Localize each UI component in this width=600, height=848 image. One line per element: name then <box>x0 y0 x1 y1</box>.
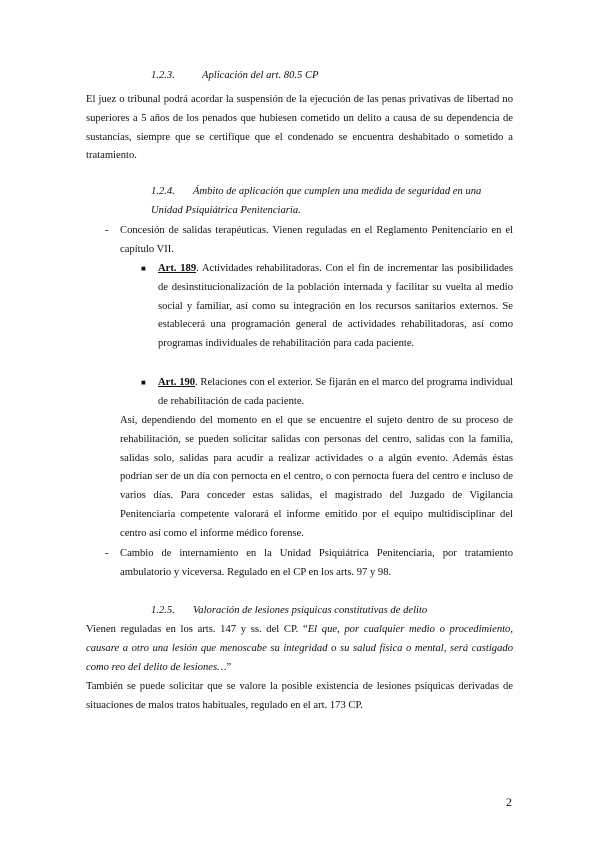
section-number: 1.2.5. <box>151 605 175 616</box>
article-ref: Art. 189 <box>158 263 197 274</box>
section-heading-1-2-4 <box>151 183 513 221</box>
paragraph-text: Vienen reguladas en los arts. 147 y ss. del CP. “ <box>86 624 308 635</box>
section-number: 1.2.4. <box>151 186 175 197</box>
subbullet-art-189 <box>158 260 513 354</box>
bullet-salidas-terapeuticas: Concesión de salidas terapéuticas. Vienen reguladas en el Reglamento Penitenciario en el capítulo VII. <box>120 225 513 255</box>
subbullet-square: ■ <box>141 264 146 273</box>
bullet-cambio-internamiento: Cambio de internamiento en la Unidad Psiquiátrica Penitenciaria, por tratamiento ambulatorio y viceversa. Regulado en el CP en los arts. 97 y 98. <box>120 548 513 578</box>
article-text: . Actividades rehabilitadoras. Con el fin de incrementar las posibilidades de desinstitucionalización de la población internada y facilitar su vuelta al medio social y familiar, así como su integración en los recursos sanitarios externos. Se establecerá una programación general de actividades rehabilitadoras, así como programas individuales de rehabilitación para cada paciente. <box>158 263 513 350</box>
section-number: 1.2.3. <box>151 70 175 81</box>
article-ref: Art. 190 <box>158 377 196 388</box>
section-title: Aplicación del art. 80.5 CP <box>202 70 319 81</box>
paragraph-lesiones <box>86 621 513 677</box>
subbullet-square: ■ <box>141 378 146 387</box>
bullet-dash: - <box>105 225 109 236</box>
section-title: Valoración de lesiones psíquicas constitutivas de delito <box>193 605 428 616</box>
quote-close: ” <box>226 661 232 673</box>
paragraph-salidas: Así, dependiendo del momento en el que se encuentre el sujeto dentro de su proceso de rehabilitación, se pueden solicitar salidas con personas del centro, salidas con la familia, salidas solo, salidas para acudir a realizar actividades o a algún evento. Además éstas podrían ser de un día con pernocta en el centro, o con pernocta fuera del centro e incluso de varios días. Para conceder estas salidas, el magistrado del Juzgado de Vigilancia Penitenciaria competente valorará el informe emitido por el equipo multidisciplinar del centro así como el informe médico forense. <box>120 415 513 539</box>
legal-quote: El que, por cualquier medio o procedimiento, causare a otro una lesión que menoscabe su integridad o su salud física o mental, será castigado como reo del delito de lesiones… <box>86 624 514 673</box>
bullet-dash: - <box>105 548 109 559</box>
section-title: Ámbito de aplicación que cumplen una medida de seguridad en una Unidad Psiquiátrica Penitenciaria. <box>151 186 482 216</box>
section-heading-1-2-5 <box>151 602 427 621</box>
article-text: . Relaciones con el exterior. Se fijarán en el marco del programa individual de rehabilitación de cada paciente. <box>158 377 513 407</box>
paragraph-suspension: El juez o tribunal podrá acordar la suspensión de la ejecución de las penas privativas de libertad no superiores a 5 años de los penados que hubiesen cometido un delito a causa de su dependencia de sustancias, siempre que se certifique que el condenado se encuentra deshabitado o sometido a tratamiento. <box>86 94 513 162</box>
paragraph-malos-tratos: También se puede solicitar que se valore la posible existencia de lesiones psíquicas derivadas de situaciones de malos tratos habituales, regulado en el art. 173 CP. <box>86 681 513 711</box>
page-number: 2 <box>506 795 512 809</box>
subbullet-art-190 <box>158 374 513 412</box>
section-heading-1-2-3 <box>151 67 319 86</box>
